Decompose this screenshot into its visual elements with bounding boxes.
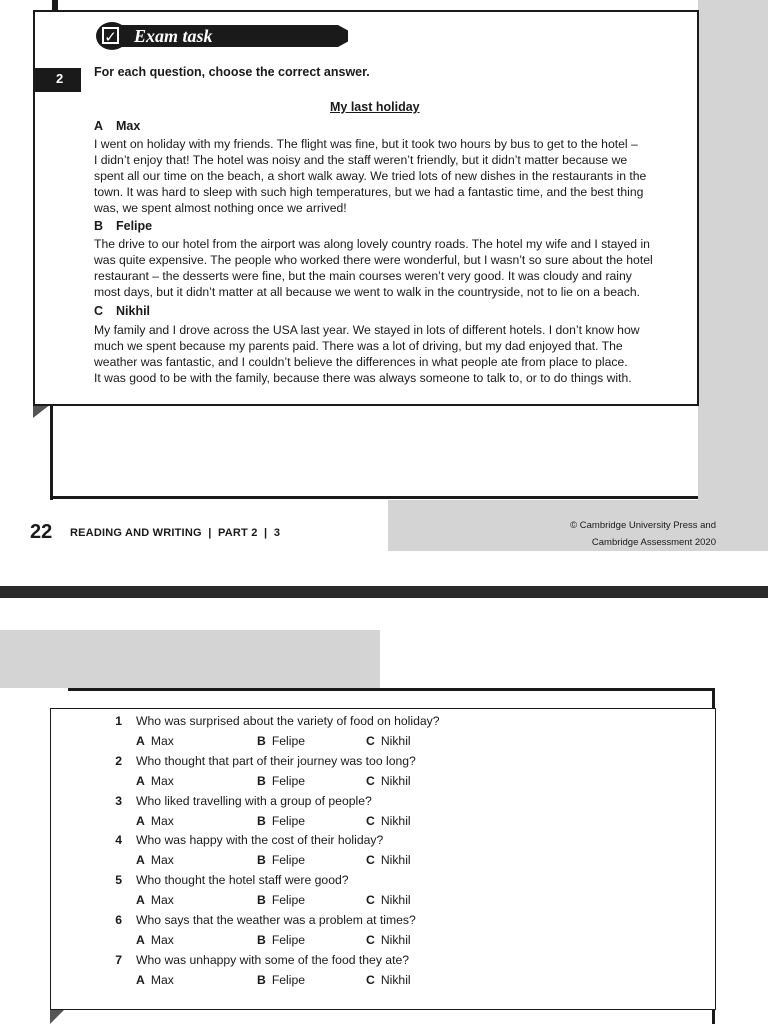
question-number: 3	[115, 793, 122, 808]
option-c[interactable]: C Nikhil	[366, 773, 411, 788]
option-a[interactable]: A Max	[136, 853, 174, 868]
answer-options	[108, 973, 668, 993]
question-item	[108, 833, 668, 873]
option-b[interactable]: B Felipe	[257, 734, 306, 748]
text-title: My last holiday	[330, 100, 420, 114]
option-b[interactable]: B Felipe	[257, 813, 306, 828]
option-a[interactable]: A Max	[136, 893, 174, 908]
option-a[interactable]: A Max	[136, 734, 174, 748]
section-label: READING AND WRITING | PART 2 | 3	[70, 527, 281, 539]
checkbox-tick-icon: ✓	[102, 27, 119, 44]
person-heading	[94, 304, 150, 318]
person-letter: B	[94, 219, 104, 233]
paragraph-line: I went on holiday with my friends. The flight was fine, but it took two hours by bus to get to the hotel –	[94, 137, 638, 151]
paragraph-line: The drive to our hotel from the airport was along lovely country roads. The hotel my wife and I stayed in	[94, 237, 650, 251]
question-text: Who was happy with the cost of their holiday?	[136, 833, 384, 848]
question-number: 4	[115, 833, 122, 848]
paragraph-line: was, we spent almost nothing once we arrived!	[94, 200, 347, 215]
question-text: Who thought the hotel staff were good?	[136, 873, 349, 888]
question-number: 1	[115, 714, 122, 728]
paragraph-line: restaurant – the desserts were fine, but the main courses weren’t very good. It was cloudy and rainy	[94, 268, 632, 283]
answer-options	[108, 853, 668, 873]
question-number: 5	[115, 873, 122, 888]
answer-options	[108, 933, 668, 953]
person-name: Nikhil	[116, 304, 151, 318]
option-b[interactable]: B Felipe	[257, 972, 306, 987]
option-b[interactable]: B Felipe	[257, 893, 306, 908]
question-text: Who was unhappy with some of the food they ate?	[136, 952, 410, 967]
question-text: Who thought that part of their journey was too long?	[136, 753, 416, 768]
question-list	[108, 714, 668, 993]
question-item	[108, 873, 668, 913]
person-paragraph	[94, 237, 654, 301]
page-margin-shade	[0, 630, 380, 688]
part-number: 2	[56, 71, 64, 86]
option-a[interactable]: A Max	[136, 932, 174, 947]
person-heading	[94, 119, 140, 133]
paragraph-line: My family and I drove across the USA last year. We stayed in lots of different hotels. I don’t know how	[94, 323, 640, 337]
option-b[interactable]: B Felipe	[257, 773, 306, 788]
option-c[interactable]: C Nikhil	[366, 853, 411, 868]
person-letter: A	[94, 119, 104, 133]
question-text: Who was surprised about the variety of food on holiday?	[136, 714, 440, 728]
answer-options	[108, 893, 668, 913]
paragraph-line: spent all our time on the beach, a short walk away. We tried lots of new dishes in the restaurants in the	[94, 168, 647, 183]
task-instruction: For each question, choose the correct answer.	[94, 65, 370, 79]
question-item	[108, 794, 668, 834]
option-c[interactable]: C Nikhil	[366, 932, 411, 947]
person-heading	[94, 219, 152, 233]
paragraph-line: most days, but it didn’t matter at all because we went to walk in the countryside, not to lie on a beach.	[94, 284, 641, 299]
person-paragraph	[94, 323, 654, 387]
question-item	[108, 714, 668, 754]
question-text: Who liked travelling with a group of people?	[136, 793, 372, 808]
person-letter: C	[94, 304, 104, 318]
paragraph-line: I didn’t enjoy that! The hotel was noisy and the staff weren’t friendly, but it didn’t matter because we	[94, 152, 628, 167]
option-c[interactable]: C Nikhil	[366, 813, 411, 828]
page-margin-shade	[698, 0, 768, 500]
option-c[interactable]: C Nikhil	[366, 972, 411, 987]
person-name: Max	[116, 119, 141, 133]
question-number: 2	[115, 753, 122, 768]
option-a[interactable]: A Max	[136, 972, 174, 987]
copyright-line: © Cambridge University Press and	[570, 520, 716, 531]
frame-edge	[52, 0, 58, 10]
option-b[interactable]: B Felipe	[257, 853, 306, 868]
copyright-notice	[480, 517, 716, 551]
question-text: Who says that the weather was a problem at times?	[136, 912, 416, 927]
answer-options	[108, 734, 668, 754]
person-paragraph	[94, 137, 654, 217]
option-a[interactable]: A Max	[136, 773, 174, 788]
question-item	[108, 953, 668, 993]
paragraph-line: much we spent because my parents paid. There was a lot of driving, but my dad enjoyed that. The	[94, 338, 623, 353]
option-c[interactable]: C Nikhil	[366, 893, 411, 908]
option-a[interactable]: A Max	[136, 813, 174, 828]
paragraph-line: was quite expensive. The people who worked there were wonderful, but I wasn’t so sure about the hotel	[94, 252, 653, 267]
question-number: 7	[115, 952, 122, 967]
answer-options	[108, 774, 668, 794]
option-b[interactable]: B Felipe	[257, 932, 306, 947]
frame-edge	[50, 404, 53, 500]
question-item	[108, 913, 668, 953]
question-item	[108, 754, 668, 794]
copyright-line: Cambridge Assessment 2020	[591, 537, 716, 548]
frame-edge	[68, 688, 714, 691]
paragraph-line: town. It was hard to sleep with such high temperatures, but we had a fantastic time, and the best thing	[94, 184, 644, 199]
page-number: 22	[30, 521, 53, 543]
question-number: 6	[115, 912, 122, 927]
exam-task-label: Exam task	[134, 26, 213, 46]
frame-edge	[50, 496, 698, 499]
frame-shadow	[33, 404, 51, 418]
paragraph-line: It was good to be with the family, because there was always someone to talk to, or to do things with.	[94, 370, 632, 385]
answer-options	[108, 814, 668, 834]
person-name: Felipe	[116, 219, 153, 233]
exam-task-badge	[96, 22, 266, 50]
option-c[interactable]: C Nikhil	[366, 734, 411, 748]
paragraph-line: weather was fantastic, and I couldn’t believe the differences in what people ate from place to place.	[94, 354, 628, 369]
page-divider	[0, 586, 768, 598]
checkbox-icon-background	[96, 22, 128, 50]
